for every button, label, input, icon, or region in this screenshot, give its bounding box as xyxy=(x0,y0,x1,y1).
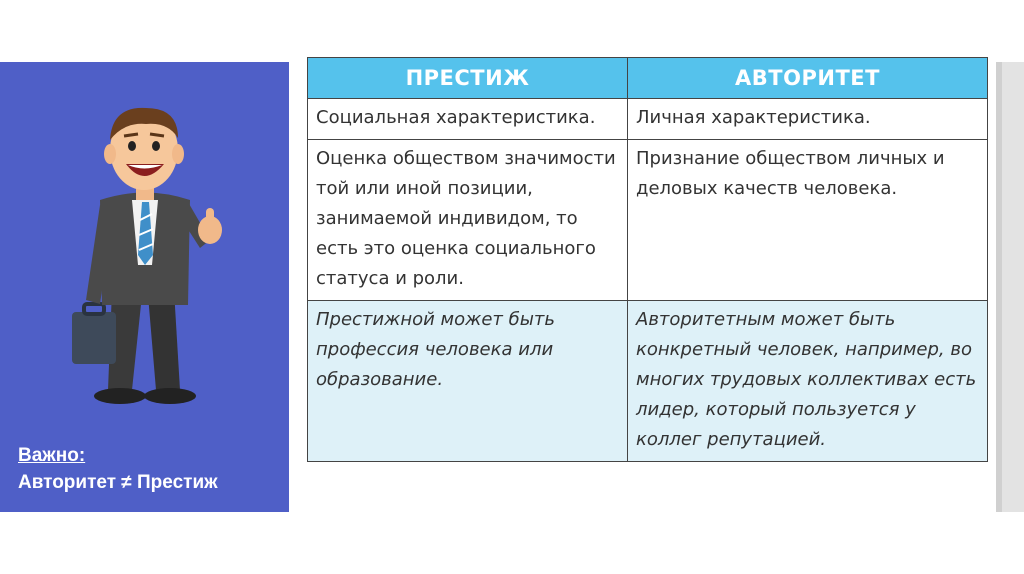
table-row xyxy=(308,99,988,140)
right-bar-edge xyxy=(996,62,1002,512)
comparison-table xyxy=(307,57,988,462)
table-cell: Авторитетным может быть конкретный человек, например, во многих трудовых коллективах есть лидер, который пользуется у коллег репутацией. xyxy=(628,301,988,462)
header-prestige: ПРЕСТИЖ xyxy=(308,58,628,99)
table-cell: Личная характеристика. xyxy=(628,99,988,140)
note-heading: Важно: xyxy=(18,445,86,466)
table-cell: Признание обществом личных и деловых качеств человека. xyxy=(628,140,988,301)
important-note xyxy=(18,442,218,496)
table-cell: Оценка обществом значимости той или иной позиции, занимаемой индивидом, то есть это оценка социального статуса и роли. xyxy=(308,140,628,301)
table-cell: Социальная характеристика. xyxy=(308,99,628,140)
table-row xyxy=(308,140,988,301)
header-authority: АВТОРИТЕТ xyxy=(628,58,988,99)
table-cell: Престижной может быть профессия человека или образование. xyxy=(308,301,628,462)
note-text: Авторитет ≠ Престиж xyxy=(18,472,218,493)
right-decoration-bar xyxy=(996,62,1024,512)
table-header-row xyxy=(308,58,988,99)
table-row xyxy=(308,301,988,462)
left-panel xyxy=(0,62,289,512)
businessman-illustration xyxy=(60,90,230,410)
